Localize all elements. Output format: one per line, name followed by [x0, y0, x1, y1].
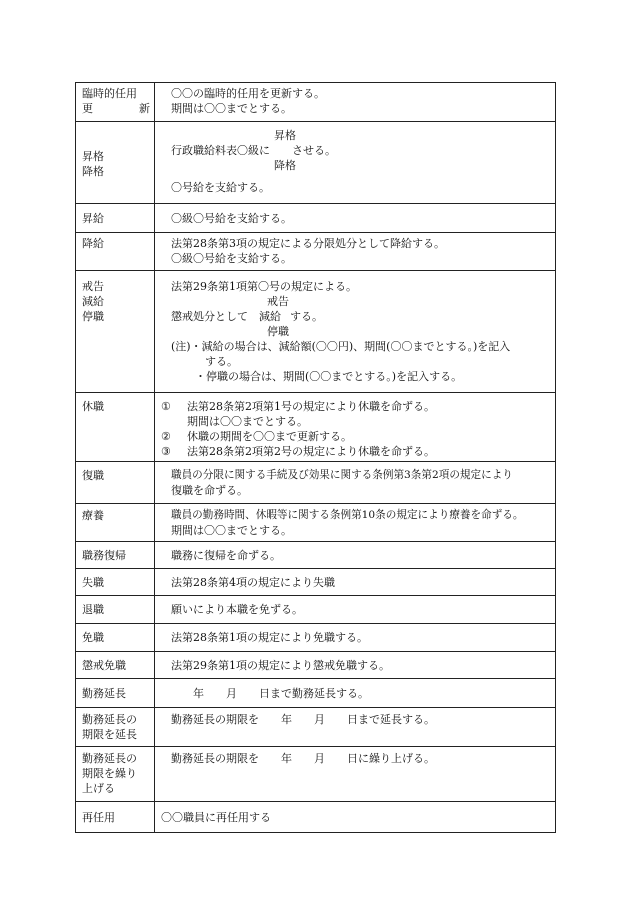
label-line: 期限を繰り [82, 767, 137, 780]
row-content [155, 747, 556, 802]
label-line [82, 101, 150, 116]
label-line: 勤務延長 [82, 686, 126, 700]
item-text: 法第28条第2項第1号の規定により休職を命ずる。 [187, 400, 435, 413]
table-row [76, 679, 556, 708]
row-label [76, 624, 155, 652]
row-label [76, 569, 155, 596]
row-label [76, 462, 155, 504]
content-line: 職務に復帰を命ずる。 [171, 548, 281, 562]
row-label [76, 747, 155, 802]
label-line: 休職 [82, 400, 104, 413]
label-line: 停職 [82, 310, 104, 323]
label-line: 臨時的任用 [82, 87, 137, 100]
table-row [76, 802, 556, 833]
row-label [76, 204, 155, 233]
content-line: 〇級〇号給を支給する。 [171, 211, 292, 225]
row-content [155, 596, 556, 624]
row-content [155, 542, 556, 569]
label-line: 療養 [82, 509, 104, 522]
content-line: 戒告 [267, 295, 289, 308]
table-row [76, 624, 556, 652]
label-line: 期限を延長 [82, 728, 137, 741]
note-prefix: (注) [171, 340, 191, 353]
label-line: 再任用 [82, 810, 115, 824]
table-row [76, 596, 556, 624]
item-text: 休職の期間を〇〇まで更新する。 [187, 430, 352, 443]
content-line: 昇格 [274, 129, 296, 142]
content-line: 法第28条第3項の規定による分限処分として降給する。 [171, 237, 445, 250]
label-line: 戒告 [82, 280, 104, 293]
content-line: 復職を命ずる。 [171, 484, 248, 497]
row-content [155, 462, 556, 504]
table-row [76, 204, 556, 233]
label-line: 失職 [82, 575, 104, 589]
content-part: 懲戒処分として [171, 310, 248, 323]
content-line: する。 [205, 355, 238, 368]
label-part: 新 [139, 102, 150, 115]
row-content [155, 802, 556, 833]
content-line: 〇〇職員に再任用する [161, 810, 271, 824]
table-row [76, 122, 556, 204]
content-line: 勤務延長の期限を 年 月 日に繰り上げる。 [171, 752, 435, 765]
item-sub: 期間は〇〇までとする。 [187, 415, 308, 428]
row-label [76, 596, 155, 624]
row-content [155, 204, 556, 233]
personnel-action-table [75, 82, 556, 833]
table-row [76, 542, 556, 569]
row-label [76, 393, 155, 462]
row-content [155, 569, 556, 596]
row-content [155, 708, 556, 747]
content-line [171, 309, 549, 324]
label-line: 上げる [82, 782, 115, 795]
table-row [76, 393, 556, 462]
label-part: 更 [82, 102, 93, 115]
label-line: 退職 [82, 603, 104, 616]
item-text: 法第28条第2項第2号の規定により休職を命ずる。 [187, 445, 435, 458]
label-line: 勤務延長の [82, 713, 137, 726]
content-line: 法第29条第1項第〇号の規定による。 [171, 280, 357, 293]
row-content [155, 271, 556, 393]
row-content [155, 393, 556, 462]
row-label [76, 708, 155, 747]
label-line: 復職 [82, 469, 104, 482]
content-line: 〇号給を支給する。 [171, 181, 270, 194]
table-row [76, 708, 556, 747]
label-line: 昇格 [82, 150, 104, 163]
table-row [76, 462, 556, 504]
row-label [76, 83, 155, 122]
label-line: 昇給 [82, 211, 104, 225]
list-item [161, 429, 549, 444]
content-line: ・停職の場合は、期間(〇〇までとする。)を記入する。 [195, 370, 463, 383]
row-label [76, 652, 155, 679]
content-line: 降格 [274, 159, 296, 172]
item-mark: ③ [161, 445, 171, 458]
list-item [161, 444, 549, 459]
row-label [76, 271, 155, 393]
content-line: 法第28条第4項の規定により失職 [171, 575, 335, 589]
label-line: 職務復帰 [82, 548, 126, 562]
label-line: 免職 [82, 631, 104, 644]
content-line: 〇級〇号給を支給する。 [171, 252, 292, 265]
list-item [161, 399, 549, 414]
item-mark: ① [161, 400, 171, 413]
label-line: 降給 [82, 237, 104, 250]
row-label [76, 542, 155, 569]
table-row [76, 747, 556, 802]
row-content [155, 233, 556, 271]
content-line [171, 339, 549, 354]
content-line: 法第28条第1項の規定により免職する。 [171, 631, 368, 644]
label-line: 減給 [82, 295, 104, 308]
table-row [76, 504, 556, 542]
content-part: する。 [290, 310, 323, 323]
row-content [155, 679, 556, 708]
label-line: 勤務延長の [82, 752, 137, 765]
table-row [76, 83, 556, 122]
content-line: 法第29条第1項の規定により懲戒免職する。 [171, 658, 390, 672]
label-line: 懲戒免職 [82, 658, 126, 672]
row-label [76, 233, 155, 271]
row-label [76, 122, 155, 204]
row-content [155, 652, 556, 679]
row-content [155, 83, 556, 122]
table-row [76, 233, 556, 271]
row-content [155, 504, 556, 542]
content-line: 年 月 日まで勤務延長する。 [171, 686, 369, 700]
note-text: ・減給の場合は、減給額(〇〇円)、期間(〇〇までとする。)を記入 [190, 340, 511, 353]
table-row [76, 271, 556, 393]
table-row [76, 652, 556, 679]
label-line: 降格 [82, 165, 104, 178]
row-label [76, 802, 155, 833]
content-line: 職員の勤務時間、休暇等に関する条例第10条の規定により療養を命ずる。 [171, 509, 524, 521]
content-line: 期間は〇〇までとする。 [171, 524, 292, 537]
row-content [155, 122, 556, 204]
row-label [76, 679, 155, 708]
item-mark: ② [161, 430, 171, 443]
content-line: 職員の分限に関する手続及び効果に関する条例第3条第2項の規定により [171, 469, 513, 481]
content-line: 停職 [267, 325, 289, 338]
row-content [155, 624, 556, 652]
table-row [76, 569, 556, 596]
content-line: 願いにより本職を免ずる。 [171, 603, 303, 616]
row-label [76, 504, 155, 542]
content-line: 勤務延長の期限を 年 月 日まで延長する。 [171, 713, 435, 726]
content-line: 〇〇の臨時的任用を更新する。 [171, 87, 325, 100]
content-line: 期間は〇〇までとする。 [171, 102, 292, 115]
content-part: 減給 [259, 310, 281, 323]
content-line: 行政職給料表〇級に させる。 [171, 144, 336, 157]
